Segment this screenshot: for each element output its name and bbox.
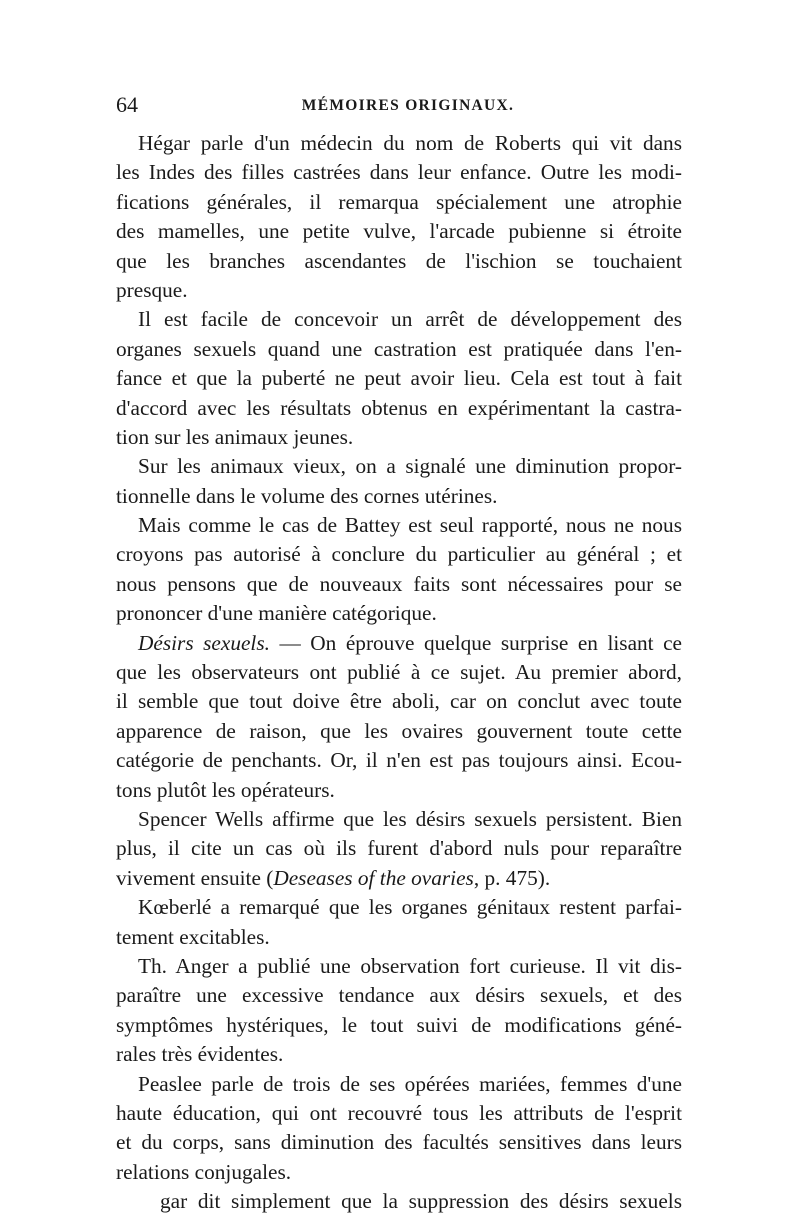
text-line: Hégar parle d'un médecin du nom de Roberts qui vit dans: [138, 131, 682, 155]
citation-title: Deseases of the ovaries: [273, 865, 474, 890]
text-line: Peaslee parle de trois de ses opérées mariées, femmes d'une: [138, 1071, 682, 1096]
text-line: haute éducation, qui ont recouvré tous les attributs de l'esprit: [116, 1100, 682, 1125]
text-line: d'accord avec les résultats obtenus en expérimentant la castra-: [116, 395, 682, 420]
text-line: fications générales, il remarqua spécialement une atrophie: [116, 189, 682, 214]
text-line: presque.: [116, 277, 188, 302]
text-line: fance et que la puberté ne peut avoir lieu. Cela est tout à fait: [116, 366, 682, 391]
text-span: vivement ensuite (: [116, 865, 274, 890]
text-line: et du corps, sans diminution des facultés sensitives dans leurs: [116, 1130, 682, 1155]
text-line: Mais comme le cas de Battey est seul rapporté, nous ne nous: [138, 513, 682, 538]
running-head: MÉMOIRES ORIGINAUX.: [301, 97, 515, 114]
text-line: prononcer d'une manière catégorique.: [116, 601, 437, 626]
text-line: Spencer Wells affirme que les désirs sexuels persistent. Bien: [138, 806, 682, 831]
citation-line: [116, 864, 682, 893]
text-line: il semble que tout doive être aboli, car on conclut avec toute: [116, 689, 682, 714]
text-line: les Indes des filles castrées dans leur enfance. Outre les modi-: [116, 160, 682, 185]
text-line: croyons pas autorisé à conclure du particulier au général ; et: [116, 542, 682, 567]
text-line: tionnelle dans le volume des cornes utérines.: [116, 483, 498, 508]
text-line: rales très évidentes.: [116, 1042, 284, 1067]
text-line: apparence de raison, que les ovaires gouvernent toute cette: [116, 718, 682, 743]
text-line: tion sur les animaux jeunes.: [116, 424, 354, 449]
text-line: Sur les animaux vieux, on a signalé une diminution propor-: [138, 454, 682, 479]
body-text: [116, 129, 682, 1216]
text-line: des mamelles, une petite vulve, l'arcade pubienne si étroite: [116, 219, 682, 244]
text-line: Il est facile de concevoir un arrêt de développement des: [138, 307, 682, 332]
text-line: symptômes hystériques, le tout suivi de modifications géné-: [116, 1012, 682, 1037]
text-line: relations conjugales.: [116, 1159, 292, 1184]
text-line: gar dit simplement que la suppression des désirs sexuels: [160, 1189, 682, 1214]
text-line: tons plutôt les opérateurs.: [116, 777, 335, 802]
text-line: que les observateurs ont publié à ce sujet. Au premier abord,: [116, 660, 682, 685]
text-line: paraître une excessive tendance aux désirs sexuels, et des: [116, 983, 682, 1008]
section-heading: Désirs sexuels.: [138, 630, 270, 655]
text-line: que les branches ascendantes de l'ischion se touchaient: [116, 248, 682, 273]
text-line: nous pensons que de nouveaux faits sont nécessaires pour se: [116, 571, 682, 596]
page-number: 64: [116, 92, 138, 117]
text-line: Kœberlé a remarqué que les organes génitaux restent parfai-: [138, 895, 682, 920]
section-heading-line: [116, 629, 682, 658]
text-span: , p. 475).: [473, 865, 551, 890]
text-line: Th. Anger a publié une observation fort curieuse. Il vit dis-: [138, 953, 682, 978]
text-line: tement excitables.: [116, 924, 270, 949]
text-span: — On éprouve quelque surprise en lisant ce: [269, 630, 683, 655]
text-line: plus, il cite un cas où ils furent d'abord nuls pour reparaître: [116, 836, 682, 861]
text-line: organes sexuels quand une castration est pratiquée dans l'en-: [116, 336, 682, 361]
text-line: catégorie de penchants. Or, il n'en est pas toujours ainsi. Ecou-: [116, 748, 682, 773]
